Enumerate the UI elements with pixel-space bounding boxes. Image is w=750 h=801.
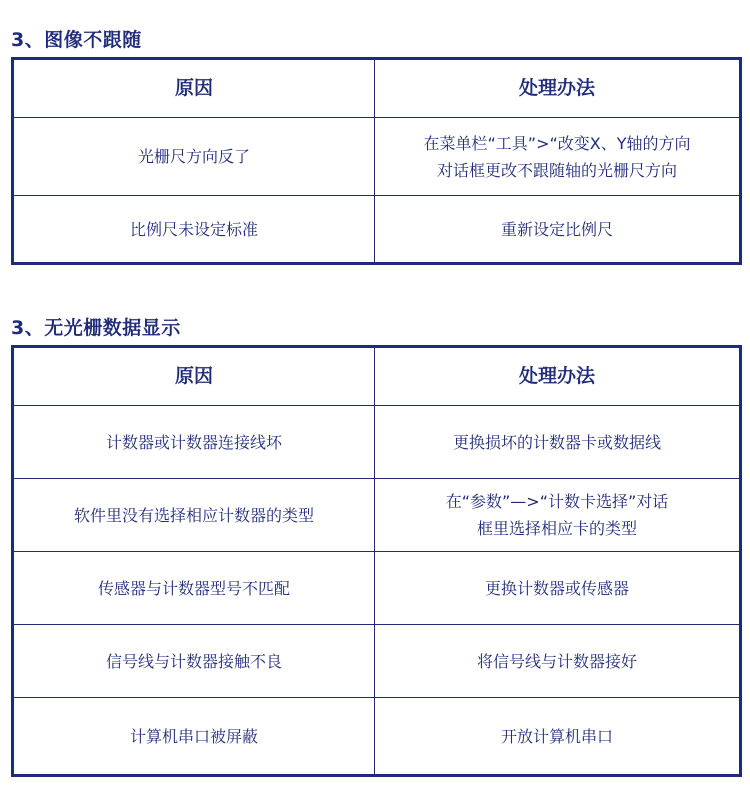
solution-line: 在“参数”—>“计数卡选择”对话	[445, 492, 669, 511]
cause-cell: 传感器与计数器型号不匹配	[13, 552, 375, 625]
table-row	[13, 625, 741, 698]
solution-line: 对话框更改不跟随轴的光栅尺方向	[436, 160, 677, 180]
solution-cell: 将信号线与计数器接好	[375, 625, 741, 698]
table-row	[13, 552, 741, 625]
troubleshooting-table-no-grating-data	[11, 345, 742, 777]
solution-line: 在菜单栏“工具”>“改变X、Y轴的方向	[423, 133, 691, 153]
solution-cell: 重新设定比例尺	[375, 196, 741, 264]
troubleshooting-table-image-not-following	[11, 57, 742, 265]
solution-cell: 更换计数器或传感器	[375, 552, 741, 625]
cause-cell: 光栅尺方向反了	[13, 118, 375, 196]
header-cause: 原因	[13, 59, 375, 118]
table-header-row	[13, 347, 741, 406]
solution-cell: 更换损坏的计数器卡或数据线	[375, 406, 741, 479]
table-row	[13, 406, 741, 479]
cause-cell: 计数器或计数器连接线坏	[13, 406, 375, 479]
solution-cell: 开放计算机串口	[375, 698, 741, 776]
table-row	[13, 698, 741, 776]
cause-cell: 计算机串口被屏蔽	[13, 698, 375, 776]
header-solution: 处理办法	[375, 347, 741, 406]
solution-cell	[375, 479, 741, 552]
table-row	[13, 196, 741, 264]
cause-cell: 信号线与计数器接触不良	[13, 625, 375, 698]
section-title-image-not-following: 3、图像不跟随	[11, 29, 142, 51]
cause-cell: 比例尺未设定标准	[13, 196, 375, 264]
header-cause: 原因	[13, 347, 375, 406]
header-solution: 处理办法	[375, 59, 741, 118]
section-title-no-grating-data: 3、无光栅数据显示	[11, 317, 181, 339]
table-header-row	[13, 59, 741, 118]
table-row	[13, 118, 741, 196]
solution-line: 框里选择相应卡的类型	[476, 519, 637, 538]
cause-cell: 软件里没有选择相应计数器的类型	[13, 479, 375, 552]
table-row	[13, 479, 741, 552]
solution-cell	[375, 118, 741, 196]
